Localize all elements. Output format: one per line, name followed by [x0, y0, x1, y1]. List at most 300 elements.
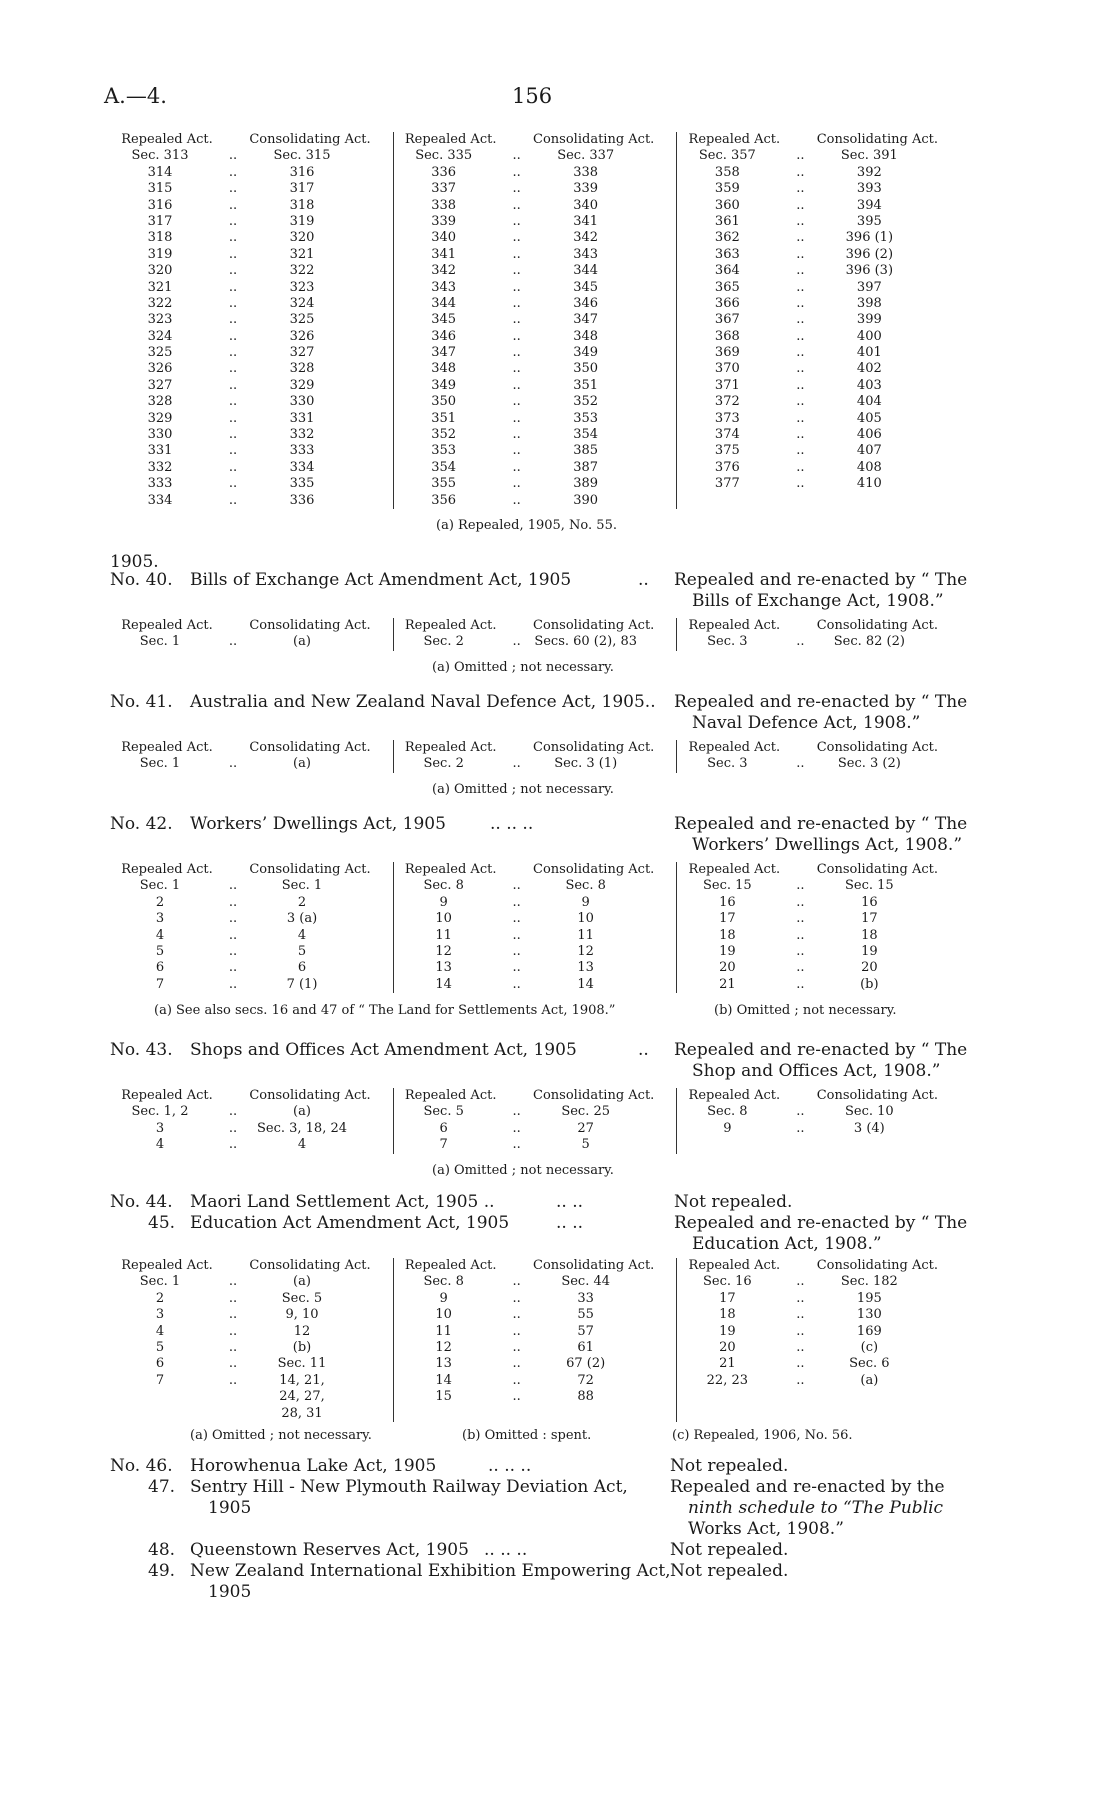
table-row	[394, 878, 677, 894]
column-header-row	[677, 618, 960, 634]
dot-leader: ..	[796, 427, 805, 443]
repealed-section: 7	[155, 1372, 165, 1388]
repealed-section: 6	[155, 1356, 165, 1372]
table-row	[110, 634, 393, 650]
dot-leader: ..	[796, 1307, 805, 1323]
consolidating-section: 399	[856, 312, 882, 328]
repealed-section: 337	[431, 181, 457, 197]
dot-leader: ..	[228, 1104, 238, 1120]
act-number: 47.	[148, 1477, 176, 1497]
repealed-section: 21	[719, 1356, 736, 1372]
dot-leader: ..	[796, 312, 805, 328]
repealed-section: Sec. 2	[423, 634, 464, 650]
table-row	[394, 361, 677, 377]
dot-leader: ..	[512, 295, 521, 311]
consolidating-section: 3 (a)	[286, 911, 318, 927]
dot-leader: ..	[512, 459, 521, 475]
table-row	[677, 878, 960, 894]
repealed-header: Repealed Act.	[688, 740, 781, 755]
top-section-table	[110, 132, 960, 509]
column-group	[676, 1088, 960, 1154]
dot-leader: ..	[228, 894, 238, 910]
consolidating-section: Sec. 82 (2)	[833, 634, 905, 650]
consolidating-section: 330	[289, 394, 315, 410]
table-row	[394, 1121, 677, 1137]
repealed-header: Repealed Act.	[404, 132, 497, 147]
table-row	[394, 329, 677, 345]
repealed-section: Sec. 1	[139, 756, 181, 772]
repealed-section: Sec. 2	[423, 756, 464, 772]
consolidating-section: (b)	[292, 1339, 312, 1355]
dot-leader: .. ..	[556, 1192, 584, 1212]
consolidating-section: 7 (1)	[286, 976, 318, 992]
table-row	[394, 911, 677, 927]
dot-leader: ..	[512, 148, 521, 164]
dot-leader: ..	[796, 164, 805, 180]
table-note: (a) See also secs. 16 and 47 of “ The Land for Settlements Act, 1908.”	[154, 1003, 616, 1018]
dot-leader: ..	[796, 377, 805, 393]
act-title: Shops and Offices Act Amendment Act, 1905	[190, 1040, 577, 1060]
status-line: Naval Defence Act, 1908.”	[692, 713, 921, 733]
dot-leader: ..	[228, 1274, 238, 1290]
dot-leader: ..	[228, 492, 238, 508]
consolidating-section: 340	[573, 197, 599, 213]
table-row	[677, 1324, 960, 1340]
dot-leader: ..	[512, 1372, 521, 1388]
repealed-section: 6	[439, 1120, 448, 1136]
repealed-section: 7	[155, 976, 165, 992]
repealed-section: 14	[435, 976, 452, 992]
dot-leader: ..	[228, 756, 238, 772]
repealed-section: Sec. 335	[415, 148, 473, 164]
repealed-section: 351	[431, 410, 457, 426]
dot-leader: ..	[796, 1356, 805, 1372]
column-group	[393, 1258, 677, 1422]
act-42-table	[110, 862, 960, 993]
dot-leader: ..	[796, 345, 805, 361]
dot-leader: ..	[228, 410, 238, 426]
consolidating-section: Sec. 3, 18, 24	[256, 1120, 348, 1136]
act-status: Not repealed.	[674, 1192, 793, 1212]
table-row	[110, 443, 393, 459]
column-header-row	[394, 618, 677, 634]
consolidating-section: 5	[297, 943, 307, 959]
table-row	[110, 1373, 393, 1389]
dot-leader: ..	[796, 927, 805, 943]
repealed-section: 339	[431, 213, 457, 229]
consolidating-section: 27	[577, 1120, 594, 1136]
consolidating-section: 88	[577, 1389, 594, 1405]
consolidating-section: 169	[856, 1323, 882, 1339]
table-row	[110, 198, 393, 214]
consolidating-header: Consolidating Act.	[533, 1258, 655, 1273]
dot-leader: ..	[228, 1339, 238, 1355]
dot-leader: ..	[228, 1137, 238, 1153]
repealed-section: 322	[147, 295, 173, 311]
consolidating-section: 324	[289, 295, 315, 311]
consolidating-section: 407	[856, 443, 882, 459]
dot-leader: ..	[228, 1290, 238, 1306]
table-row	[394, 280, 677, 296]
table-row	[110, 1137, 393, 1153]
act-status	[674, 692, 967, 734]
repealed-header: Repealed Act.	[688, 1088, 781, 1103]
consolidating-section: 344	[573, 263, 599, 279]
repealed-section: 366	[714, 295, 740, 311]
repealed-section: 20	[719, 1339, 736, 1355]
repealed-header: Repealed Act.	[688, 618, 781, 633]
repealed-section: 4	[155, 1323, 165, 1339]
table-row	[677, 911, 960, 927]
table-row	[677, 1373, 960, 1389]
dot-leader: ..	[796, 943, 805, 959]
repealed-section: Sec. 1, 2	[131, 1104, 189, 1120]
repealed-header: Repealed Act.	[404, 1258, 497, 1273]
repealed-section: 16	[719, 894, 736, 910]
dot-leader: ..	[796, 279, 805, 295]
act-status: Not repealed.	[670, 1561, 789, 1581]
consolidating-section: 325	[289, 312, 315, 328]
dot-leader: .. .. ..	[490, 814, 534, 834]
table-row	[110, 148, 393, 164]
column-header-row	[110, 862, 393, 878]
consolidating-section: 12	[293, 1323, 311, 1339]
consolidating-section: 13	[577, 960, 594, 976]
repealed-section: 327	[147, 377, 173, 393]
repealed-section: 3	[155, 911, 165, 927]
consolidating-section: Sec. 25	[561, 1104, 611, 1120]
column-header-row	[394, 1088, 677, 1104]
table-row	[110, 928, 393, 944]
consolidating-section: 335	[289, 476, 315, 492]
repealed-section: 352	[431, 427, 457, 443]
column-group	[110, 740, 393, 773]
dot-leader: ..	[228, 377, 238, 393]
repealed-section: 375	[714, 443, 740, 459]
act-41-table	[110, 740, 960, 773]
table-row	[394, 214, 677, 230]
table-row	[394, 411, 677, 427]
table-row	[677, 634, 960, 650]
consolidating-section: 72	[577, 1372, 594, 1388]
consolidating-section: 320	[289, 230, 315, 246]
consolidating-section: 17	[861, 911, 878, 927]
consolidating-section: 347	[573, 312, 599, 328]
consolidating-section: Sec. 15	[845, 878, 894, 894]
act-title: Workers’ Dwellings Act, 1905	[190, 814, 446, 834]
consolidating-section: 393	[856, 181, 882, 197]
repealed-section: Sec. 357	[698, 148, 756, 164]
repealed-section: 9	[439, 894, 448, 910]
table-row	[394, 148, 677, 164]
consolidating-section: Sec. 182	[840, 1274, 898, 1290]
repealed-section: 315	[147, 181, 173, 197]
consolidating-header: Consolidating Act.	[816, 1088, 938, 1103]
table-row	[110, 895, 393, 911]
dot-leader: ..	[512, 279, 521, 295]
table-row	[110, 1406, 393, 1422]
table-row	[110, 1274, 393, 1290]
consolidating-section: 398	[856, 295, 882, 311]
table-row	[110, 263, 393, 279]
table-row	[110, 756, 393, 772]
dot-leader: ..	[228, 960, 238, 976]
act-number: No. 40.	[110, 570, 173, 590]
repealed-section: 373	[714, 410, 740, 426]
table-row	[110, 361, 393, 377]
dot-leader: ..	[228, 164, 238, 180]
act-status	[674, 1213, 967, 1255]
repealed-section: 10	[435, 1307, 452, 1323]
repealed-section: 348	[431, 361, 457, 377]
consolidating-section: 349	[573, 345, 599, 361]
column-header-row	[677, 862, 960, 878]
consolidating-section: 354	[573, 427, 599, 443]
consolidating-section: Sec. 5	[281, 1290, 323, 1306]
column-header-row	[110, 1258, 393, 1274]
table-row	[677, 312, 960, 328]
dot-leader: ..	[796, 1104, 805, 1120]
consolidating-header: Consolidating Act.	[249, 1088, 371, 1103]
dot-leader: ..	[638, 570, 649, 590]
consolidating-header: Consolidating Act.	[249, 132, 371, 147]
consolidating-section: 14	[577, 976, 594, 992]
table-row	[394, 1137, 677, 1153]
repealed-section: 363	[714, 246, 740, 262]
consolidating-section: (a)	[860, 1372, 879, 1388]
dot-leader: ..	[228, 459, 238, 475]
repealed-section: 14	[435, 1372, 452, 1388]
table-row	[110, 214, 393, 230]
consolidating-section: 322	[289, 263, 315, 279]
dot-leader: ..	[512, 943, 521, 959]
repealed-header: Repealed Act.	[121, 1258, 213, 1273]
table-row	[677, 411, 960, 427]
table-note: (a) Omitted ; not necessary.	[432, 660, 614, 675]
consolidating-section: 352	[573, 394, 599, 410]
consolidating-section: 317	[289, 181, 315, 197]
table-row	[394, 263, 677, 279]
repealed-section: 13	[435, 1356, 452, 1372]
consolidating-section: 338	[573, 164, 599, 180]
consolidating-section: 410	[856, 476, 882, 492]
repealed-section: 356	[431, 492, 457, 508]
act-43-table	[110, 1088, 960, 1154]
dot-leader: ..	[228, 476, 238, 492]
dot-leader: ..	[796, 1290, 805, 1306]
consolidating-section: 395	[856, 213, 882, 229]
column-group	[393, 740, 677, 773]
column-group	[110, 862, 393, 993]
dot-leader: ..	[512, 361, 521, 377]
table-row	[110, 312, 393, 328]
dot-leader: .. .. ..	[488, 1456, 532, 1476]
repealed-section: 20	[719, 960, 736, 976]
repealed-section: 4	[155, 927, 165, 943]
consolidating-section: 345	[573, 279, 599, 295]
consolidating-section: 329	[289, 377, 315, 393]
table-row	[394, 165, 677, 181]
dot-leader: ..	[228, 148, 238, 164]
dot-leader: ..	[638, 1040, 649, 1060]
repealed-section: 9	[439, 1290, 448, 1306]
table-row	[677, 345, 960, 361]
dot-leader: ..	[228, 328, 238, 344]
consolidating-section: Secs. 60 (2), 83	[534, 634, 638, 650]
table-row	[677, 181, 960, 197]
repealed-section: 10	[435, 911, 452, 927]
column-group	[676, 862, 960, 993]
act-status: Not repealed.	[670, 1456, 789, 1476]
dot-leader: ..	[512, 756, 521, 772]
repealed-section: Sec. 15	[703, 878, 752, 894]
table-row	[110, 1340, 393, 1356]
dot-leader: ..	[228, 345, 238, 361]
consolidating-header: Consolidating Act.	[816, 132, 938, 147]
table-row	[394, 181, 677, 197]
act-number: No. 46.	[110, 1456, 173, 1476]
dot-leader: ..	[228, 443, 238, 459]
table-row	[394, 230, 677, 246]
dot-leader: ..	[796, 1372, 805, 1388]
table-row	[110, 1356, 393, 1372]
act-title: Queenstown Reserves Act, 1905	[190, 1540, 469, 1560]
dot-leader: ..	[512, 345, 521, 361]
year-heading: 1905.	[110, 552, 159, 572]
consolidating-header: Consolidating Act.	[249, 618, 371, 633]
repealed-section: 12	[435, 1339, 452, 1355]
table-row	[677, 247, 960, 263]
column-header-row	[110, 1088, 393, 1104]
dot-leader: ..	[512, 1274, 521, 1290]
dot-leader: ..	[796, 410, 805, 426]
repealed-section: 18	[719, 927, 736, 943]
act-number: No. 44.	[110, 1192, 173, 1212]
status-line: Works Act, 1908.”	[688, 1519, 844, 1539]
consolidating-section: 353	[573, 410, 599, 426]
column-group	[393, 1088, 677, 1154]
table-row	[677, 460, 960, 476]
repealed-section: 325	[147, 345, 173, 361]
table-row	[110, 296, 393, 312]
repealed-section: 347	[431, 345, 457, 361]
repealed-section: 15	[435, 1389, 452, 1405]
table-row	[110, 878, 393, 894]
repealed-header: Repealed Act.	[688, 132, 781, 147]
dot-leader: ..	[512, 230, 521, 246]
dot-leader: ..	[796, 894, 805, 910]
consolidating-header: Consolidating Act.	[816, 862, 938, 877]
consolidating-section: 328	[289, 361, 315, 377]
dot-leader: ..	[512, 1389, 521, 1405]
act-number: No. 42.	[110, 814, 173, 834]
repealed-section: 18	[719, 1307, 736, 1323]
table-row	[677, 165, 960, 181]
dot-leader: ..	[512, 377, 521, 393]
consolidating-section: (b)	[860, 976, 879, 992]
status-line	[670, 1498, 945, 1519]
consolidating-section: Sec. 10	[845, 1104, 894, 1120]
consolidating-section: 342	[573, 230, 599, 246]
repealed-section: 354	[431, 459, 457, 475]
table-row	[677, 1274, 960, 1290]
table-row	[677, 977, 960, 993]
consolidating-section: 19	[861, 943, 878, 959]
table-row	[394, 312, 677, 328]
column-header-row	[394, 740, 677, 756]
table-row	[110, 247, 393, 263]
table-row	[110, 411, 393, 427]
repealed-header: Repealed Act.	[404, 1088, 497, 1103]
dot-leader: ..	[512, 312, 521, 328]
table-row	[394, 247, 677, 263]
act-title: New Zealand International Exhibition Empowering Act,	[190, 1561, 671, 1581]
dot-leader: ..	[796, 148, 805, 164]
repealed-section: 323	[147, 312, 173, 328]
consolidating-header: Consolidating Act.	[533, 862, 655, 877]
table-row	[110, 378, 393, 394]
repealed-header: Repealed Act.	[121, 862, 213, 877]
dot-leader: ..	[228, 312, 238, 328]
consolidating-header: Consolidating Act.	[816, 1258, 938, 1273]
act-status	[674, 570, 967, 612]
repealed-section: Sec. 8	[423, 878, 464, 894]
repealed-section: 362	[714, 230, 740, 246]
table-note: (a) Omitted ; not necessary.	[190, 1428, 372, 1443]
repealed-section: 22, 23	[706, 1372, 749, 1388]
consolidating-section: 67 (2)	[566, 1356, 606, 1372]
repealed-section: 316	[147, 197, 173, 213]
repealed-section: 330	[147, 427, 173, 443]
dot-leader: ..	[796, 878, 805, 894]
dot-leader: ..	[228, 1323, 238, 1339]
table-row	[394, 296, 677, 312]
column-header-row	[110, 132, 393, 148]
table-row	[394, 1274, 677, 1290]
consolidating-section: 316	[289, 164, 315, 180]
consolidating-section: 402	[856, 361, 882, 377]
consolidating-section: 351	[573, 377, 599, 393]
consolidating-section: 397	[856, 279, 882, 295]
consolidating-section: 403	[856, 377, 882, 393]
dot-leader: ..	[512, 164, 521, 180]
table-row	[677, 443, 960, 459]
table-row	[677, 214, 960, 230]
dot-leader: ..	[512, 634, 521, 650]
repealed-section: 7	[439, 1137, 448, 1153]
consolidating-section: (a)	[293, 634, 311, 650]
dot-leader: ..	[512, 263, 521, 279]
repealed-section: 370	[714, 361, 740, 377]
repealed-section: 3	[155, 1307, 165, 1323]
consolidating-section: 33	[577, 1290, 594, 1306]
consolidating-section: 61	[577, 1339, 594, 1355]
table-row	[677, 394, 960, 410]
column-group	[676, 132, 960, 509]
act-number: 45.	[148, 1213, 176, 1233]
status-line: Repealed and re-enacted by “ The	[674, 692, 968, 712]
column-group	[393, 618, 677, 651]
repealed-section: 358	[714, 164, 740, 180]
dot-leader: ..	[796, 1274, 805, 1290]
consolidating-section: 327	[289, 345, 315, 361]
column-group	[393, 132, 677, 509]
consolidating-section: Sec. 3 (1)	[554, 756, 618, 772]
table-row	[110, 460, 393, 476]
dot-leader: ..	[796, 213, 805, 229]
consolidating-section: 339	[573, 181, 599, 197]
dot-leader: ..	[228, 246, 238, 262]
